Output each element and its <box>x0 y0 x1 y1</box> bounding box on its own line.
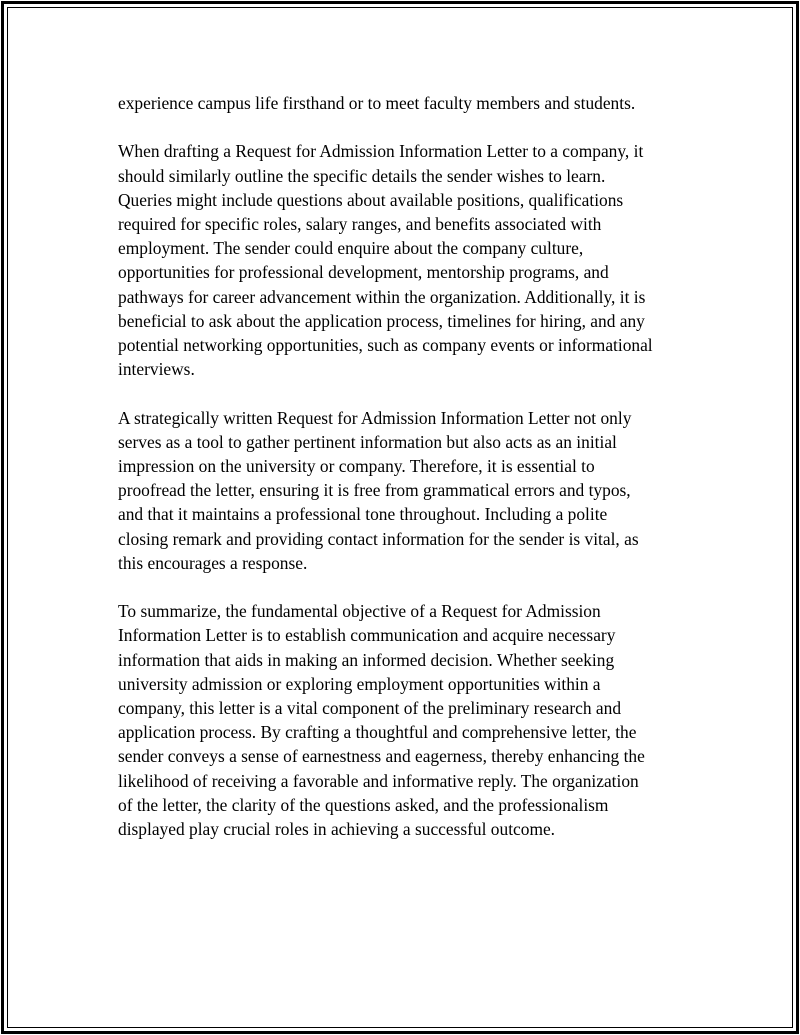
paragraph-campus-visit-tail: experience campus life firsthand or to meet faculty members and students. <box>118 93 636 113</box>
paragraph-strategic-writing: A strategically written Request for Admission Information Letter not only serves as a tool to gather pertinent information but also acts as an initial impression on the university or company. Therefore, it is essential to proofread the letter, ensuring it is free from grammatical errors and typos, and that it maintains a professional tone throughout. Including a polite closing remark and providing contact information for the sender is vital, as this encourages a response. <box>118 407 639 573</box>
document-body <box>118 91 693 865</box>
paragraph-summary: To summarize, the fundamental objective of a Request for Admission Information Letter is to establish communication and acquire necessary information that aids in making an informed decision. Whether seeking university admission or exploring employment opportunities within a company, this letter is a vital component of the preliminary research and application process. By crafting a thoughtful and comprehensive letter, the sender conveys a sense of earnestness and eagerness, thereby enhancing the likelihood of receiving a favorable and informative reply. The organization of the letter, the clarity of the questions asked, and the professionalism displayed play crucial roles in achieving a successful outcome. <box>118 601 645 840</box>
paragraph-company-letter: When drafting a Request for Admission Information Letter to a company, it should similarly outline the specific details the sender wishes to learn. Queries might include questions about available positions, qualifications required for specific roles, salary ranges, and benefits associated with employment. The sender could enquire about the company culture, opportunities for professional development, mentorship programs, and pathways for career advancement within the organization. Additionally, it is beneficial to ask about the application process, timelines for hiring, and any potential networking opportunities, such as company events or informational interviews. <box>118 141 653 380</box>
